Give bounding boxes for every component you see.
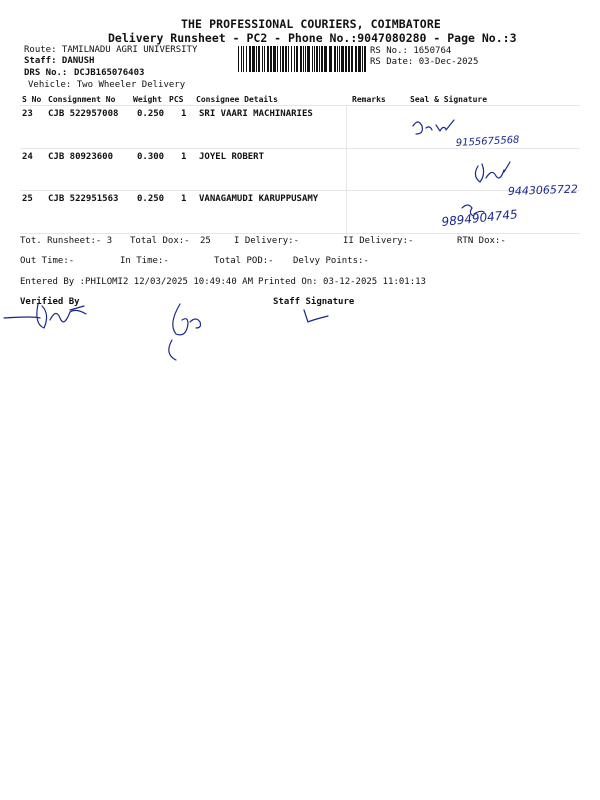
col-seal-signature: Seal & Signature [410,95,488,104]
printed-on: Printed On: 03-12-2025 11:01:13 [258,277,426,287]
total-dox-value: 25 [200,236,211,246]
row-consignee: VANAGAMUDI KARUPPUSAMY [199,194,319,204]
staff-signature-mark [304,310,328,322]
row-pcs: 1 [181,194,187,204]
ii-delivery: II Delivery:- [343,236,414,246]
rtn-dox: RTN Dox:- [457,236,506,246]
rs-number: RS No.: 1650764 [370,46,452,56]
col-sno: S No [22,95,42,104]
entered-by: Entered By :PHILOMI2 12/03/2025 10:49:40 AM [20,277,253,287]
staff-text: Staff: DANUSH [24,56,95,66]
row-consignment: CJB 522957008 [48,109,119,119]
drs-label: DRS No.: [24,68,68,78]
col-consignment: Consignment No [48,95,116,104]
row-sno: 25 [22,194,33,204]
staff-signature-label: Staff Signature [273,297,355,307]
row-pcs: 1 [181,152,187,162]
total-runsheet: Tot. Runsheet:- 3 [20,236,113,246]
delvy-points: Delvy Points:- [293,256,369,266]
row-consignment: CJB 522951563 [48,194,119,204]
total-pod: Total POD:- [214,256,274,266]
handwritten-phone-1: 9155675568 [455,134,520,149]
col-consignee: Consignee Details [196,95,278,104]
col-pcs: PCS [169,95,184,104]
drs-value: DCJB165076403 [74,68,145,78]
company-title: THE PROFESSIONAL COURIERS, COIMBATORE [181,17,441,31]
signature-row23 [413,120,454,134]
col-remarks: Remarks [352,95,386,104]
row-weight: 0.300 [137,152,165,162]
i-delivery: I Delivery:- [234,236,300,246]
handwritten-phone-2: 9443065722 [507,182,579,198]
runsheet-subtitle: Delivery Runsheet - PC2 - Phone No.:9047080280 - Page No.:3 [108,31,517,45]
total-dox-label: Total Dox:- [130,236,190,246]
row-pcs: 1 [181,109,187,119]
out-time: Out Time:- [20,256,75,266]
route-text: Route: TAMILNADU AGRI UNIVERSITY [24,45,198,55]
in-time: In Time:- [120,256,169,266]
signature-row24 [475,162,510,182]
row-sno: 23 [22,109,33,119]
row-weight: 0.250 [137,194,165,204]
row-consignment: CJB 80923600 [48,152,114,162]
row-consignee: JOYEL ROBERT [199,152,265,162]
row-sno: 24 [22,152,33,162]
verified-by-label: Verified By [20,297,80,307]
rs-date: RS Date: 03-Dec-2025 [370,57,479,67]
vehicle-text: Vehicle: Two Wheeler Delivery [28,80,186,90]
row-weight: 0.250 [137,109,165,119]
row-consignee: SRI VAARI MACHINARIES [199,109,313,119]
col-weight: Weight [133,95,162,104]
handwritten-phone-3: 9894904745 [440,207,519,229]
verifier-signature [4,304,86,328]
staff-signature-scribble [169,304,201,360]
